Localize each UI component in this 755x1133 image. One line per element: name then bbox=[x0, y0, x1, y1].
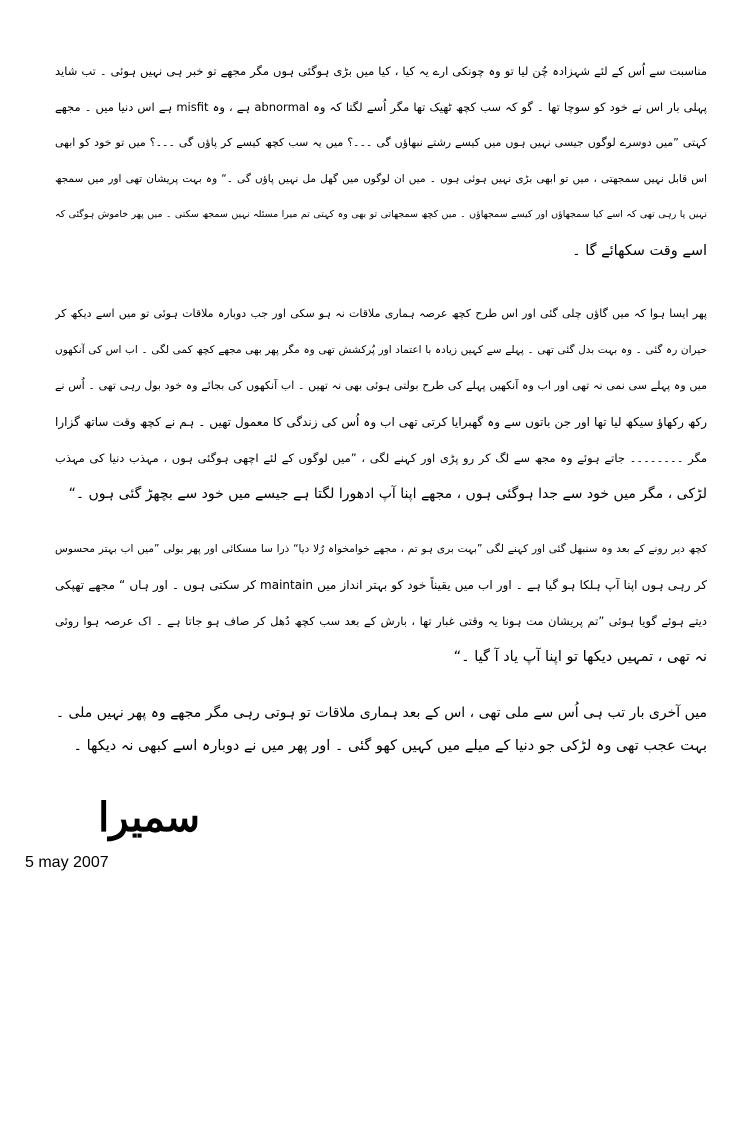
text-line: مگر ۔۔۔۔۔۔۔۔ جاتے ہوئے وہ مجھ سے لگ کر رو پڑی اور کہنے لگی ، ”میں لوگوں کے لئے اچھی ہوگئی ہوں ، مہذب دنیا کی مہذب bbox=[55, 451, 707, 465]
text-line: نہ تھی ، تمہیں دیکھا تو اپنا آپ یاد آ گیا ۔“ bbox=[453, 649, 707, 665]
text-line: میں آخری بار تب ہی اُس سے ملی تھی ، اس کے بعد ہماری ملاقات تو ہوتی رہی مگر مجھے وہ پھر نہیں ملی ۔ bbox=[55, 705, 707, 721]
text-line: میں وہ پہلے سی نمی نہ تھی اور اب وہ آنکھیں پہلے کی طرح بولتی ہوئی بھی نہ تھیں ۔ اب آنکھوں کی بجائے وہ خود بول رہی تھی ۔ اُس نے bbox=[55, 379, 707, 392]
text-line: مناسبت سے اُس کے لئے شہزادہ چُن لیا تو وہ چونکی ارے یہ کیا ، کیا میں بڑی ہوگئی ہوں مگر مجھے تو خبر ہی نہیں ہوئی ۔ تب شاید bbox=[55, 64, 707, 78]
text-line: اس قابل نہیں سمجھتی ، میں تو ابھی بڑی نہیں ہوئی ہوں ۔ میں ان لوگوں میں گھل مل نہیں پاؤں گی ۔“ وہ بہت پریشان تھی اور میں سمجھ bbox=[55, 173, 707, 185]
text-line: پہلی بار اس نے خود کو سوچا تھا ۔ گو کہ سب کچھ ٹھیک تھا مگر اُسے لگتا کہ وہ abnormal ہے ، وہ misfit ہے اس دنیا میں ۔ مجھے bbox=[55, 100, 707, 114]
text-line: بہت عجب تھی وہ لڑکی جو دنیا کے میلے میں کہیں کھو گئی ۔ اور پھر میں نے دوبارہ اسے کبھی نہ دیکھا ۔ bbox=[73, 738, 707, 754]
text-line: پھر ایسا ہوا کہ میں گاؤں چلی گئی اور اس طرح کچھ عرصہ ہماری ملاقات نہ ہو سکی اور جب دوبارہ ملاقات ہوئی تو میں اسے دیکھ کر bbox=[55, 307, 707, 320]
text-line: رکھ رکھاؤ سیکھ لیا تھا اور جن باتوں سے وہ گھبرایا کرتی تھی اب وہ اُس کی زندگی کا معمول تھیں ۔ ہم نے کچھ وقت ساتھ گزارا bbox=[55, 415, 707, 429]
paragraph-3 bbox=[55, 531, 707, 675]
text-line: کر رہی ہوں اپنا آپ ہلکا ہو گیا ہے ۔ اور اب میں یقیناً خود کو بہتر انداز میں maintain کر سکتی ہوں ۔ اور ہاں “ مجھے تھپکی bbox=[55, 578, 707, 592]
paragraph-2 bbox=[55, 296, 707, 512]
paragraph-4 bbox=[55, 695, 707, 731]
paragraph-5 bbox=[55, 728, 707, 764]
text-line: لڑکی ، مگر میں خود سے جدا ہوگئی ہوں ، مجھے اپنا آپ ادھورا لگتا ہے جیسے میں خود سے بچھڑ گئی ہوں ۔“ bbox=[68, 486, 707, 502]
author-signature: سمیرا bbox=[98, 794, 200, 841]
text-line: دیتے ہوئے گویا ہوئی ”تم پریشان مت ہونا یہ وقتی غبار تھا ، بارش کے بعد سب کچھ دُھل کر صاف ہو جاتا ہے ۔ اک عرصہ ہوا روئی bbox=[55, 614, 707, 628]
document-date: 5 may 2007 bbox=[25, 854, 109, 871]
text-line: نہیں پا رہی تھی کہ اسے کیا سمجھاؤں اور کیسے سمجھاؤں ۔ میں کچھ سمجھاتی تو بھی وہ کہتی تم میرا مسئلہ نہیں سمجھ سکتی ۔ میں پھر خاموش ہوگئی کہ bbox=[55, 209, 707, 220]
paragraph-1 bbox=[55, 53, 707, 269]
text-line: اسے وقت سکھائے گا ۔ bbox=[572, 243, 707, 259]
text-line: کہتی ”میں دوسرے لوگوں جیسی نہیں ہوں میں کیسے رشتے نبھاؤں گی ۔۔۔؟ میں یہ سب کچھ کیسے کر پاؤں گی ۔۔۔؟ میں تو خود کو ابھی bbox=[55, 136, 707, 149]
text-line: حیران رہ گئی ۔ وہ بہت بدل گئی تھی ۔ پہلے سے کہیں زیادہ با اعتماد اور پُرکشش تھی وہ مگر پھر بھی مجھے کچھ کمی لگی ۔ اب اس کی آنکھوں bbox=[55, 344, 707, 356]
text-line: کچھ دیر رونے کے بعد وہ سنبھل گئی اور کہنے لگی ”بہت بری ہو تم ، مجھے خوامخواہ رُلا دیا“ ذرا سا مسکائی اور پھر بولی ”میں اب بہتر محسوس bbox=[55, 543, 707, 555]
